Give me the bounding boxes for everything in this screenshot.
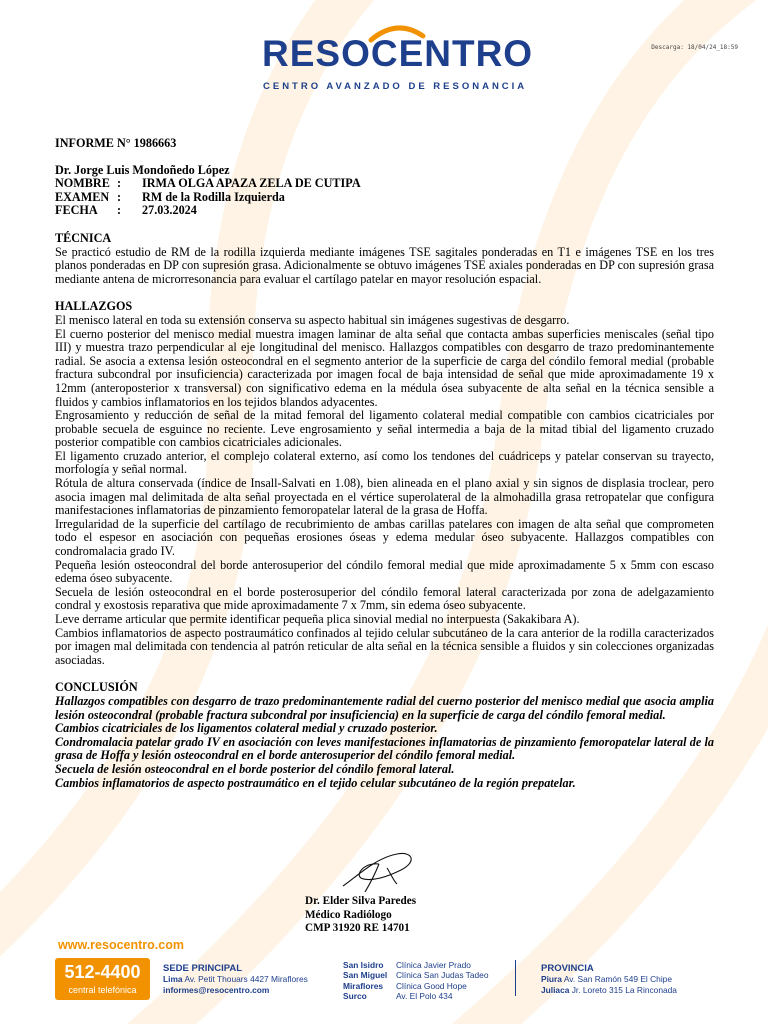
meta-value: RM de la Rodilla Izquierda — [142, 189, 285, 204]
phone-number[interactable]: 512-4400 — [64, 962, 141, 982]
meta-label: FECHA — [55, 203, 98, 218]
hallazgo-paragraph: Cambios inflamatorios de aspecto postraumático confinados al tejido celular subcutáneo de la cara anterior de la rodilla caracterizados por imagen mal delimitada con tendencia al patrón reticular de alta señal en la técnica sensible a fluidos y sin colecciones organizadas asociadas. — [55, 625, 714, 667]
branch-row — [343, 981, 489, 991]
signer-role: Médico Radiólogo — [305, 908, 392, 921]
branch-clinic: Clínica Javier Prado — [396, 960, 471, 970]
footer-provincia — [541, 963, 677, 996]
branch-row — [343, 960, 489, 970]
sede-email[interactable]: informes@resocentro.com — [163, 985, 270, 995]
footer-branches — [343, 960, 489, 1001]
brand-tagline: CENTRO AVANZADO DE RESONANCIA — [263, 81, 528, 92]
phone-label: central telefónica — [68, 985, 137, 995]
signer-cmp: CMP 31920 RE 14701 — [305, 922, 410, 935]
branch-row — [343, 991, 489, 1001]
signer-name: Dr. Elder Silva Paredes — [305, 895, 417, 907]
hallazgo-paragraph: Pequeña lesión osteocondral del borde anterosuperior del cóndilo femoral medial que mide aproximadamente 5 x 5mm con escaso edema óseo subyacente. — [55, 557, 714, 586]
branch-clinic: Clínica Good Hope — [396, 980, 467, 991]
meta-row-nombre — [55, 177, 714, 191]
branch-area: San Isidro — [343, 960, 384, 970]
footer-sede-principal — [163, 963, 308, 996]
handwritten-signature — [335, 848, 425, 898]
branch-area: San Miguel — [343, 970, 388, 981]
hallazgo-paragraph: El ligamento cruzado anterior, el complejo colateral externo, así como los tendones del cuádriceps y patelar conservan su trayecto, morfología y señal normal. — [55, 448, 714, 477]
conclusion-item: Cambios cicatriciales de los ligamentos colateral medial y cruzado posterior. — [55, 721, 438, 736]
hallazgo-paragraph: Secuela de lesión osteocondral en el borde posterosuperior del cóndilo femoral lateral caracterizada por zona de adelgazamiento condral y exostosis reparativa que mide aproximadamente 7 x 7mm, sin edema óseo subyacente. — [55, 584, 714, 613]
website-link[interactable]: www.resocentro.com — [58, 938, 184, 952]
hallazgo-paragraph: Irregularidad de la superficie del cartílago de recubrimiento de ambas carillas patelares con imagen de alta señal que comprometen todo el espesor en asociación con pequeñas erosiones óseas y edema medular óseo subyacente. Hallazgos compatibles con condromalacia grado IV. — [55, 516, 714, 559]
branch-clinic: Av. El Polo 434 — [396, 990, 453, 1001]
sede-title: SEDE PRINCIPAL — [163, 963, 243, 974]
hallazgo-paragraph: Leve derrame articular que permite identificar pequeña plica sinovial medial no interpuesta (Sakakibara A). — [55, 612, 580, 626]
provincia-address: Jr. Loreto 315 La Rinconada — [571, 985, 677, 995]
branch-area: Surco — [343, 990, 367, 1001]
footer-divider — [515, 960, 516, 996]
meta-row-examen — [55, 191, 714, 205]
resocentro-logo — [262, 33, 534, 92]
sede-address: Av. Petit Thouars 4427 Miraflores — [184, 974, 308, 984]
branch-clinic: Clínica San Judas Tadeo — [396, 970, 489, 981]
conclusion-item: Secuela de lesión osteocondral en el borde posterior del cóndilo femoral lateral. — [55, 761, 455, 776]
tecnica-title: TÉCNICA — [55, 230, 112, 245]
meta-colon: : — [117, 189, 122, 204]
hallazgo-paragraph: El menisco lateral en toda su extensión conserva su aspecto habitual sin imágenes sugestivas de desgarro. — [55, 312, 570, 327]
report-number: INFORME N° 1986663 — [55, 136, 177, 150]
hallazgo-paragraph: Rótula de altura conservada (índice de Insall-Salvati en 1.08), bien alineada en el plano axial y sin signos de displasia troclear, pero asocia imagen mal delimitada de alta señal proyectada en el vértice superolateral de la almohadilla grasa retropatelar que configura manifestaciones inflamatorias de pinzamiento femoropatelar lateral de la grasa de Hoffa. — [55, 476, 714, 518]
phone-box — [55, 958, 150, 1000]
meta-label: NOMBRE — [55, 176, 110, 191]
provincia-address: Av. San Ramón 549 El Chipe — [563, 974, 672, 984]
meta-label: EXAMEN — [55, 189, 110, 204]
branch-area: Miraflores — [343, 980, 384, 991]
hallazgo-paragraph: El cuerno posterior del menisco medial muestra imagen laminar de alta señal que contacta ambas superficies meniscales (señal tipo III) y muestra trazo perpendicular al eje longitudinal del menisco. Hallazgos compatibles con desgarro de trazo predominantemente radial. Se asocia a extensa lesión osteocondral en el segmento anterior de la superficie de carga del cóndilo femoral medial (probable fractura subcondral por insuficiencia) caracterizada por imagen focal de baja intensidad de señal que mide aproximadamente 19 x 12mm (anteroposterior x transversal) con significativo edema en la médula ósea subyacente de alta señal en la técnica sensible a fluidos y cambios inflamatorios en los tejidos blandos adyacentes. — [55, 326, 714, 409]
meta-value: 27.03.2024 — [142, 203, 197, 218]
conclusion-title: CONCLUSIÓN — [55, 680, 138, 695]
meta-colon: : — [117, 176, 122, 191]
branch-row — [343, 970, 489, 980]
referring-doctor: Dr. Jorge Luis Mondoñedo López — [55, 162, 230, 177]
conclusion-item: Condromalacia patelar grado IV en asociación con leves manifestaciones inflamatorias de pinzamiento femoropatelar lateral de la grasa de Hoffa y lesión osteocondral en el borde anterosuperior del cóndilo femoral medial. — [55, 734, 714, 763]
conclusion-item: Hallazgos compatibles con desgarro de trazo predominantemente radial del cuerno posterior del menisco medial que asocia amplia lesión osteocondral (probable fractura subcondral por insuficiencia) en la superficie de carga del cóndilo femoral medial. — [55, 693, 714, 722]
brand-name: RESOCENTRO — [262, 33, 534, 74]
meta-colon: : — [117, 203, 122, 218]
sede-city: Lima — [163, 974, 183, 984]
conclusion-item: Cambios inflamatorios de aspecto postraumático en el tejido celular subcutáneo de la región prepatelar. — [55, 775, 576, 790]
provincia-city: Juliaca — [541, 985, 570, 995]
provincia-line — [541, 974, 677, 985]
provincia-city: Piura — [541, 974, 562, 984]
report-body — [55, 137, 714, 790]
meta-row-fecha — [55, 204, 714, 218]
hallazgo-paragraph: Engrosamiento y reducción de señal de la mitad femoral del ligamento colateral medial compatible con cambios cicatriciales por probable secuela de esguince no reciente. Leve engrosamiento y señal intermedia a baja de la mitad tibial del ligamento cruzado posterior compatible con cambios cicatriciales adicionales. — [55, 408, 714, 450]
tecnica-text: Se practicó estudio de RM de la rodilla izquierda mediante imágenes TSE sagitales ponderadas en T1 e imágenes TSE en los tres planos ponderadas en DP con supresión grasa. Adicionalmente se obtuvo imágenes TSE axiales ponderadas en DP con supresión grasa mediante antena de microrresonancia para evaluar el cartílago patelar en mayor resolución espacial. — [55, 244, 714, 286]
download-timestamp: Descarga: 18/04/24_18:59 — [651, 44, 738, 51]
provincia-line — [541, 985, 677, 996]
hallazgos-title: HALLAZGOS — [55, 299, 133, 314]
provincia-title: PROVINCIA — [541, 963, 594, 974]
sede-address-line — [163, 974, 308, 985]
meta-value: IRMA OLGA APAZA ZELA DE CUTIPA — [142, 176, 361, 191]
logo-swoosh-icon — [367, 22, 427, 44]
